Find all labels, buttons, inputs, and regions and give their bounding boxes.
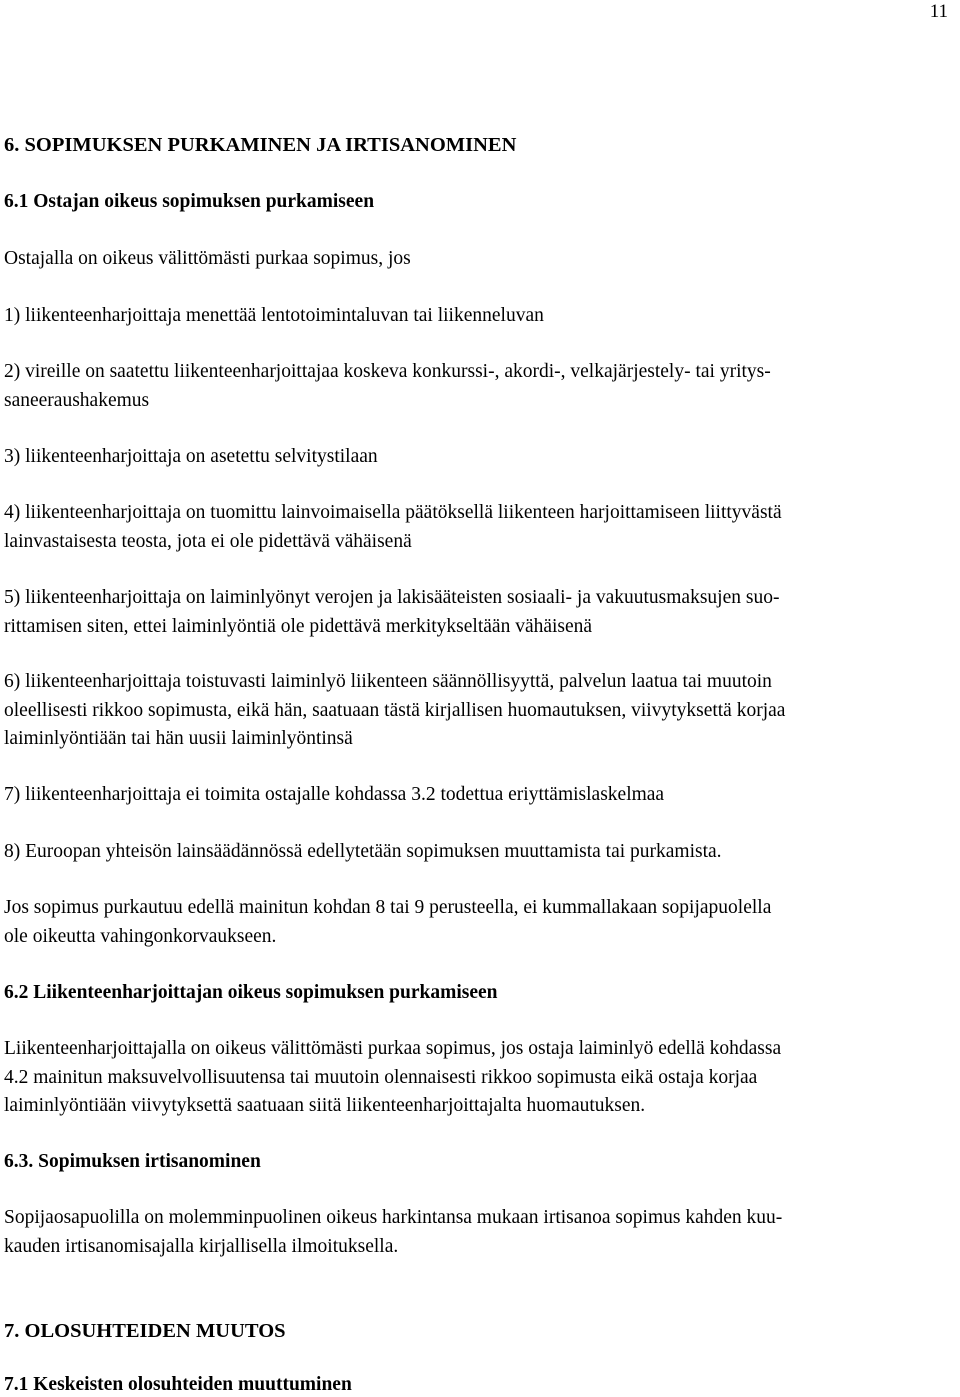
list-item-line: 1) liikenteenharjoittaja menettää lentotoimintaluvan tai liikenneluvan xyxy=(4,305,544,326)
page-number: 11 xyxy=(929,1,948,22)
section-6-heading: 6. SOPIMUKSEN PURKAMINEN JA IRTISANOMINEN xyxy=(4,134,517,156)
list-item-1 xyxy=(4,302,956,331)
list-item-line: 4) liikenteenharjoittaja on tuomittu lainvoimaisella päätöksellä liikenteen harjoittamiseen liittyvästä xyxy=(4,502,782,523)
list-item-line: laiminlyöntiään tai hän uusii laiminlyöntinsä xyxy=(4,728,353,749)
list-item-line: 6) liikenteenharjoittaja toistuvasti laiminlyö liikenteen säännöllisyyttä, palvelun laatua tai muutoin xyxy=(4,671,772,692)
section-6-3-body xyxy=(4,1204,956,1261)
list-item-5 xyxy=(4,584,956,641)
paragraph-line: 4.2 mainitun maksuvelvollisuutensa tai muutoin olennaisesti rikkoo sopimusta eikä ostaja korjaa xyxy=(4,1066,758,1088)
list-item-line: 7) liikenteenharjoittaja ei toimita ostajalle kohdassa 3.2 todettua eriyttämislaskelmaa xyxy=(4,784,665,805)
list-item-4 xyxy=(4,499,956,556)
list-item-7 xyxy=(4,781,956,810)
paragraph-line: Jos sopimus purkautuu edellä mainitun kohdan 8 tai 9 perusteella, ei kummallakaan sopijapuolella xyxy=(4,897,772,918)
list-item-2 xyxy=(4,358,956,415)
section-6-2-body xyxy=(4,1035,956,1121)
section-6-1-closing xyxy=(4,894,956,951)
paragraph-line: Sopijaosapuolilla on molemminpuolinen oikeus harkintansa mukaan irtisanoa sopimus kahden kuu- xyxy=(4,1207,783,1228)
section-6-3-heading: 6.3. Sopimuksen irtisanominen xyxy=(4,1151,261,1172)
list-item-3 xyxy=(4,443,956,472)
section-7-1-heading: 7.1 Keskeisten olosuhteiden muuttuminen xyxy=(4,1374,352,1395)
list-item-line: 3) liikenteenharjoittaja on asetettu selvitystilaan xyxy=(4,446,378,467)
paragraph-line: ole oikeutta vahingonkorvaukseen. xyxy=(4,925,277,947)
list-item-line: rittamisen siten, ettei laiminlyöntiä ole pidettävä merkitykseltään vähäisenä xyxy=(4,615,593,637)
list-item-line: 2) vireille on saatettu liikenteenharjoittajaa koskeva konkurssi-, akordi-, velkajärjestely- tai yritys- xyxy=(4,361,771,382)
list-item-8 xyxy=(4,838,956,867)
list-item-6 xyxy=(4,668,956,754)
section-7-heading: 7. OLOSUHTEIDEN MUUTOS xyxy=(4,1320,286,1342)
list-item-line: saneeraushakemus xyxy=(4,389,150,411)
section-6-1-intro: Ostajalla on oikeus välittömästi purkaa sopimus, jos xyxy=(4,248,411,269)
section-6-2-heading: 6.2 Liikenteenharjoittajan oikeus sopimuksen purkamiseen xyxy=(4,982,498,1003)
list-item-line: oleellisesti rikkoo sopimusta, eikä hän, saatuaan tästä kirjallisen huomautuksen, viivytyksettä korjaa xyxy=(4,699,786,721)
list-item-line: lainvastaisesta teosta, jota ei ole pidettävä vähäisenä xyxy=(4,530,412,552)
paragraph-line: Liikenteenharjoittajalla on oikeus välittömästi purkaa sopimus, jos ostaja laiminlyö edellä kohdassa xyxy=(4,1038,782,1059)
paragraph-line: laiminlyöntiään viivytyksettä saatuaan siitä liikenteenharjoittajalta huomautuksen. xyxy=(4,1095,646,1116)
list-item-line: 8) Euroopan yhteisön lainsäädännössä edellytetään sopimuksen muuttamista tai purkamista. xyxy=(4,841,722,862)
paragraph-line: kauden irtisanomisajalla kirjallisella ilmoituksella. xyxy=(4,1235,399,1257)
section-6-1-heading: 6.1 Ostajan oikeus sopimuksen purkamiseen xyxy=(4,191,375,212)
list-item-line: 5) liikenteenharjoittaja on laiminlyönyt verojen ja lakisääteisten sosiaali- ja vakuutusmaksujen suo- xyxy=(4,587,780,608)
